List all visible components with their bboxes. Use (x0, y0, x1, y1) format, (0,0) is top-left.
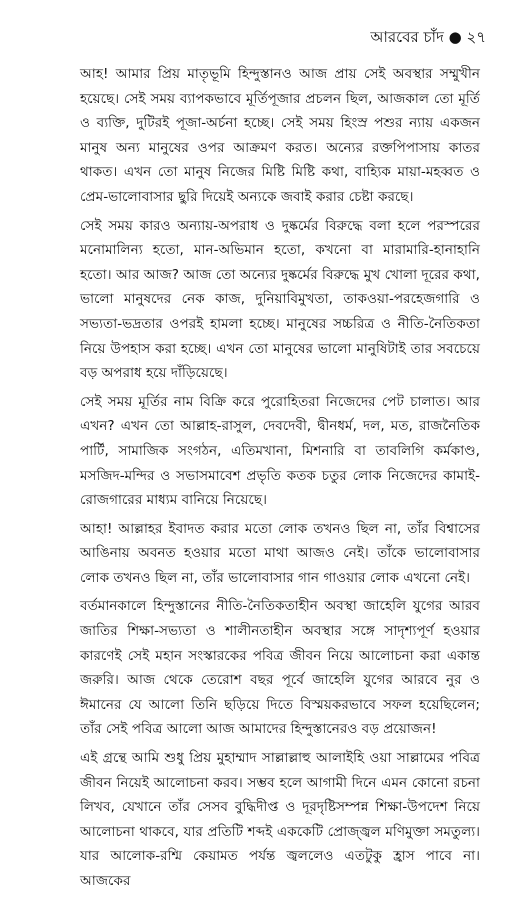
paragraph-2: সেই সময় কারও অন্যায়-অপরাধ ও দুষ্কর্মের বিরুদ্ধে বলা হলে পরস্পরের মনোমালিন্য হতো, মান-অভিমান হতো, কখনো বা মারামারি-হানাহানি হতো। আর আজ? আজ তো অন্যের দুষ্কর্মের বিরুদ্ধে মুখ খোলা দূরের কথা, ভালো মানুষদের নেক কাজ, দুনিয়াবিমুখতা, তাকওয়া-পরহেজগারি ও সভ্যতা-ভদ্রতার ওপরই হামলা হচ্ছে। মানুষের সচ্চরিত্র ও নীতি-নৈতিকতা নিয়ে উপহাস করা হচ্ছে। এখন তো মানুষের ভালো মানুষিটাই তার সবচেয়ে বড় অপরাধ হয়ে দাঁড়িয়েছে। (80, 217, 480, 382)
paragraph-3: সেই সময় মূর্তির নাম বিক্রি করে পুরোহিতরা নিজেদের পেট চালাত। আর এখন? এখন তো আল্লাহ-রাসুল, দেবদেবী, দ্বীনধর্ম, দল, মত, রাজনৈতিক পার্টি, সামাজিক সংগঠন, এতিমখানা, মিশনারি বা তাবলিগি কর্মকাণ্ড, মসজিদ-মন্দির ও সভাসমাবেশ প্রভৃতি কতক চতুর লোক নিজেদের কামাই-রোজগারের মাধ্যম বানিয়ে নিয়েছে। (80, 393, 480, 509)
paragraph-5: বর্তমানকালে হিন্দুস্তানের নীতি-নৈতিকতাহীন অবস্থা জাহেলি যুগের আরব জাতির শিক্ষা-সভ্যতা ও শালীনতাহীন অবস্থার সঙ্গে সাদৃশ্যপূর্ণ হওয়ার কারণেই সেই মহান সংস্কারকের পবিত্র জীবন নিয়ে আলোচনা করা একান্ত জরুরি। আজ থেকে তেরোশ বছর পূর্বে জাহেলি যুগের আরবে নুর ও ঈমানের যে আলো তিনি ছড়িয়ে দিতে বিস্ময়করভাবে সফল হয়েছিলেন; তাঁর সেই পবিত্র আলো আজ আমাদের হিন্দুস্তানেরও বড় প্রয়োজন! (80, 598, 480, 738)
paragraph-1: আহ! আমার প্রিয় মাতৃভূমি হিন্দুস্তানও আজ প্রায় সেই অবস্থার সম্মুখীন হয়েছে। সেই সময় ব্যাপকভাবে মূর্তিপূজার প্রচলন ছিল, আজকাল তো মূর্তি ও ব্যক্তি, দুটিরই পূজা-অর্চনা হচ্ছে। সেই সময় হিংস্র পশুর ন্যায় একজন মানুষ অন্য মানুষের ওপর আক্রমণ করত। অন্যের রক্তপিপাসায় কাতর থাকত। এখন তো মানুষ নিজের মিষ্টি মিষ্টি কথা, বাহ্যিক মায়া-মহব্বত ও প্রেম-ভালোবাসার ছুরি দিয়েই অন্যকে জবাই করার চেষ্টা করছে। (80, 66, 480, 205)
paragraph-4: আহা! আল্লাহর ইবাদত করার মতো লোক তখনও ছিল না, তাঁর বিশ্বাসের আঙিনায় অবনত হওয়ার মতো মাথা আজও নেই। তাঁকে ভালোবাসার লোক তখনও ছিল না, তাঁর ভালোবাসার গান গাওয়ার লোক এখনো নেই। (80, 520, 480, 586)
running-header: আরবের চাঁদ ● ২৭ (370, 28, 486, 46)
paragraph-6: এই গ্রন্থে আমি শুধু প্রিয় মুহাম্মাদ সাল্লাল্লাহু আলাইহি ওয়া সাল্লামের পবিত্র জীবন নিয়েই আলোচনা করব। সম্ভব হলে আগামী দিনে এমন কোনো রচনা লিখব, যেখানে তাঁর সেসব বুদ্ধিদীপ্ত ও দূরদৃষ্টিসম্পন্ন শিক্ষা-উপদেশ নিয়ে আলোচনা থাকবে, যার প্রতিটি শব্দই এককেটি প্রোজ্জ্বল মণিমুক্তা সমতুল্য। যার আলোক-রশ্মি কেয়ামত পর্যন্ত জ্বললেও এতটুকু হ্রাস পাবে না। আজকের (80, 750, 480, 889)
body-text (80, 62, 480, 898)
